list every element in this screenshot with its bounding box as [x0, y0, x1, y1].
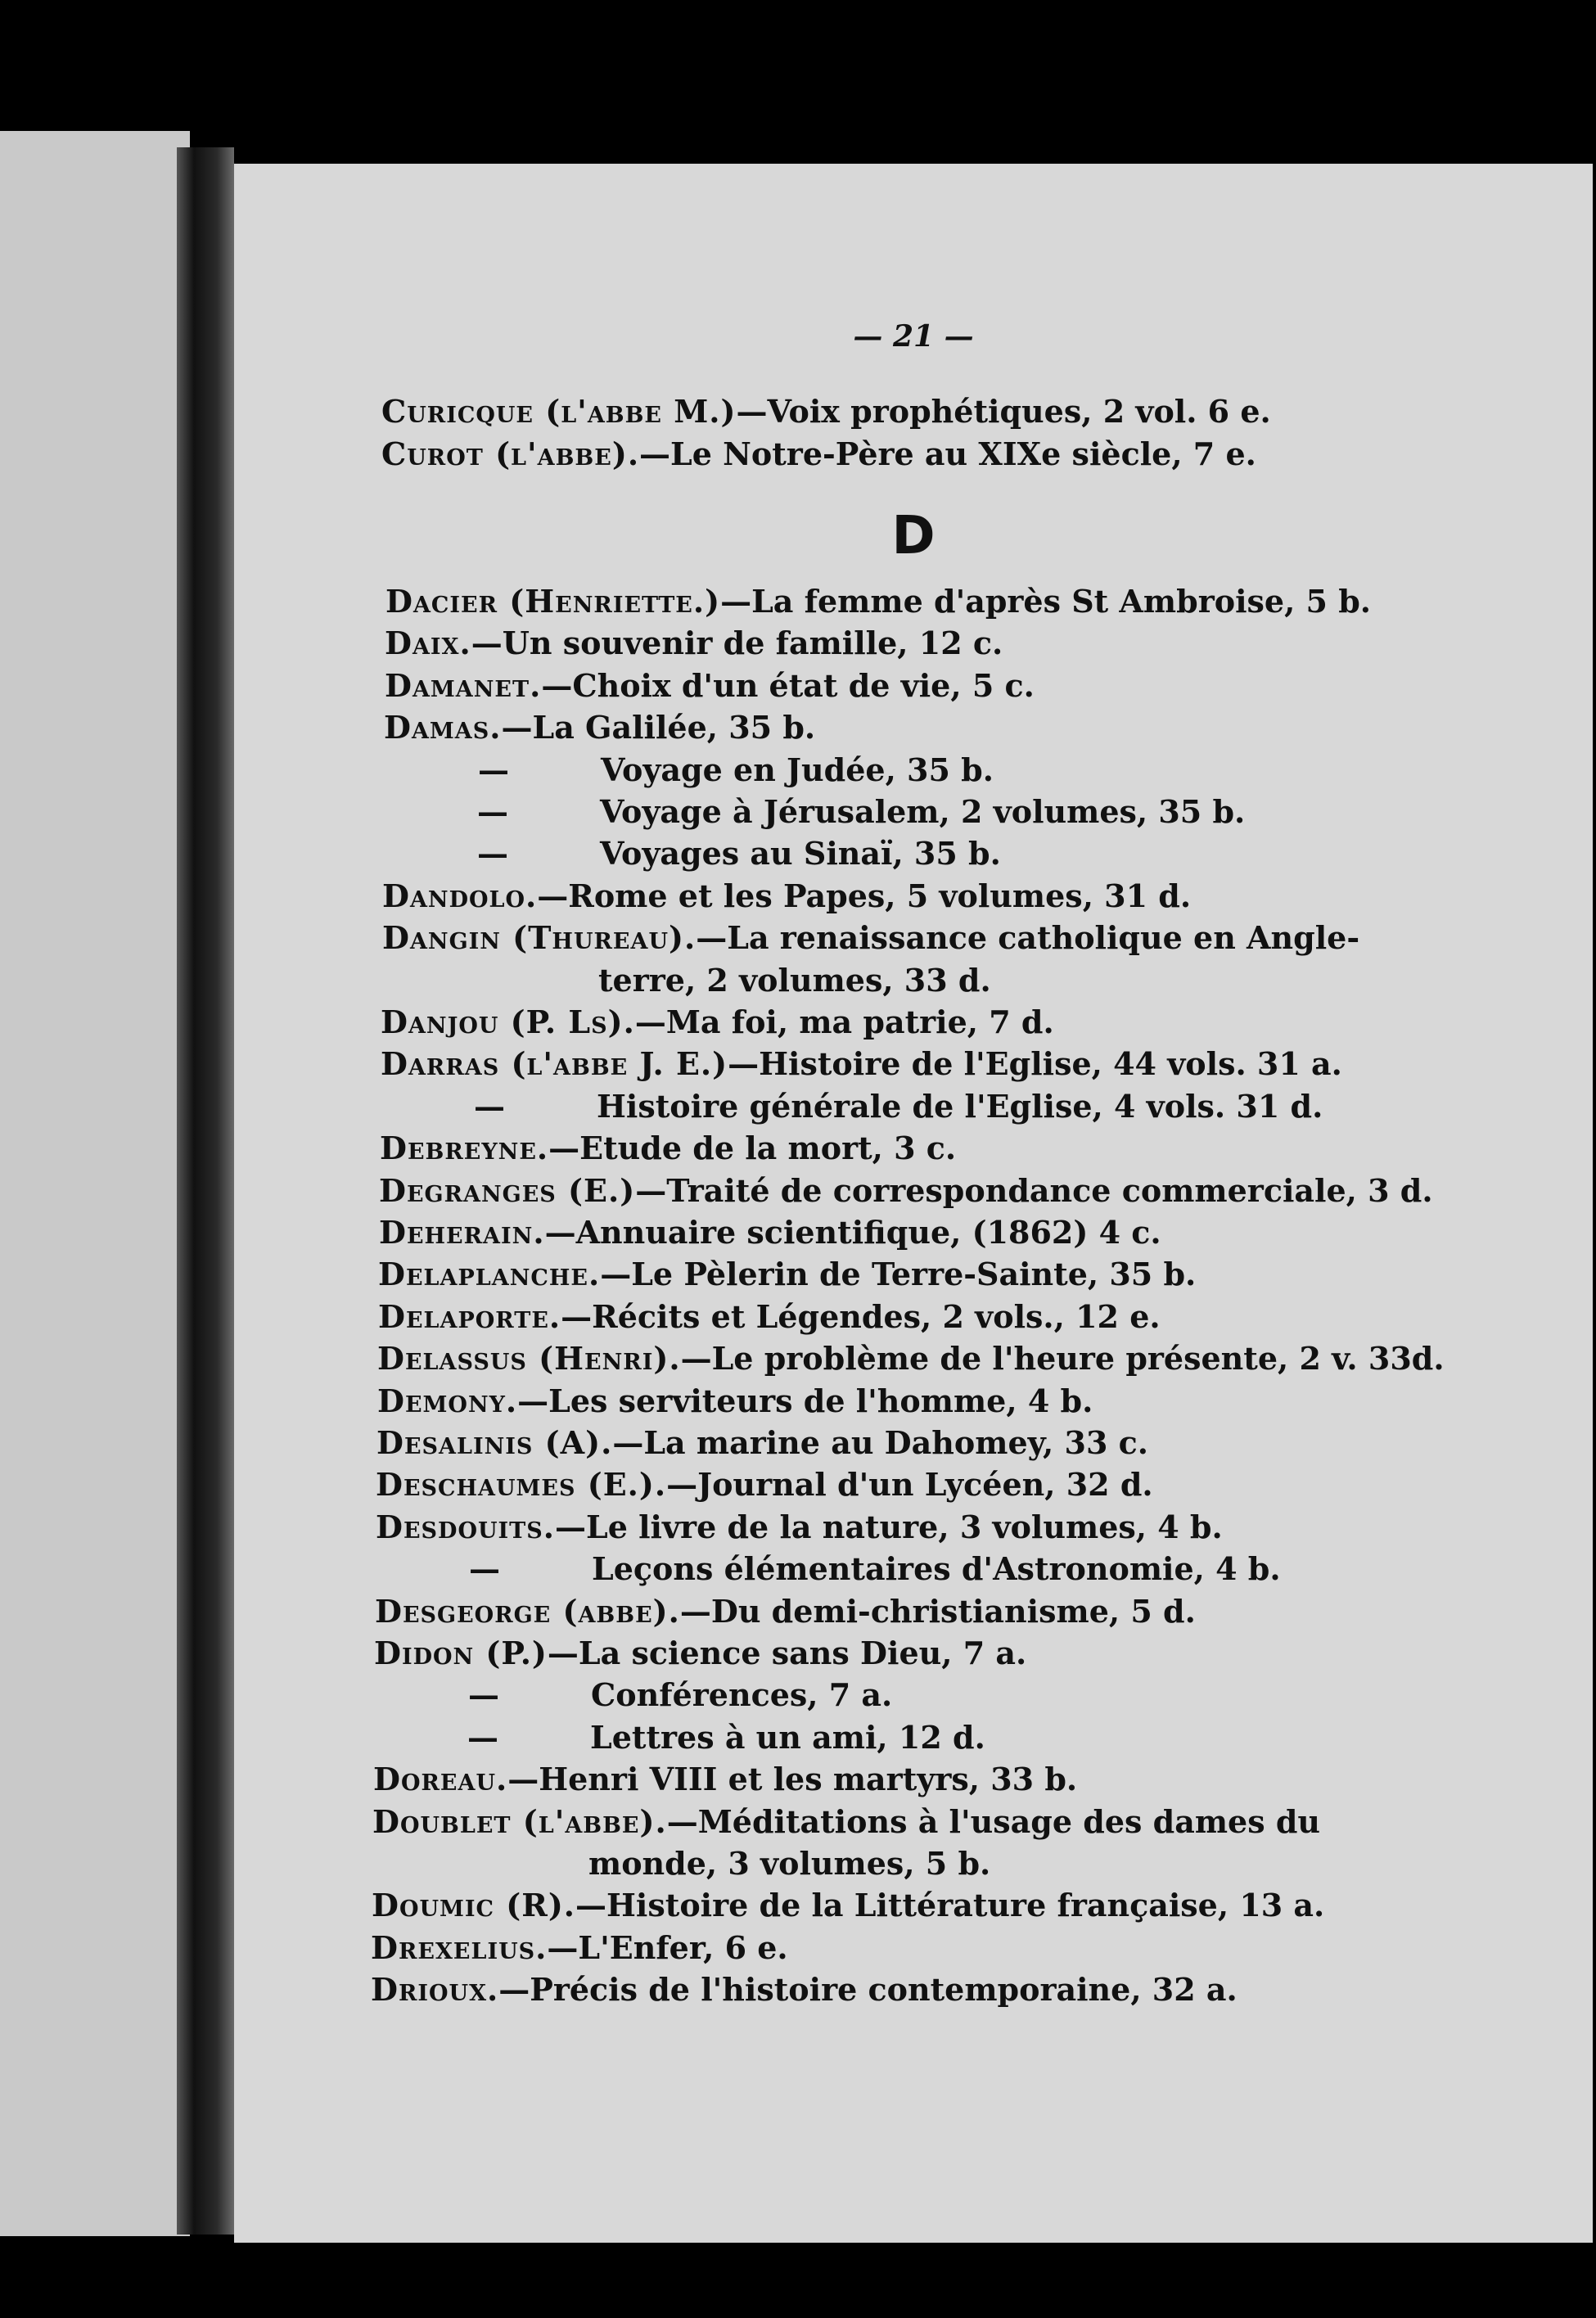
entry-title: —La marine au Dahomey, 33 c. [612, 1424, 1148, 1461]
entry-title: —Henri VIII et les martyrs, 33 b. [507, 1761, 1078, 1797]
entry-title: —Précis de l'histoire contemporaine, 32 a. [498, 1971, 1238, 2008]
catalog-entry [478, 751, 994, 788]
catalog-entry [376, 1424, 1148, 1461]
entry-title: —Rome et les Papes, 5 volumes, 31 d. [537, 877, 1192, 914]
entry-author: Debreyne. [380, 1130, 549, 1166]
catalog-entry [468, 1676, 892, 1713]
entry-title: —La Galilée, 35 b. [501, 709, 816, 746]
ditto-dash: — [474, 1088, 505, 1125]
entry-title: —Histoire de l'Eglise, 44 vols. 31 a. [728, 1045, 1342, 1082]
catalog-entry [381, 1003, 1054, 1040]
catalog-entry [381, 393, 1271, 430]
entry-author: Dandolo. [382, 877, 538, 914]
catalog-entry [373, 1761, 1077, 1797]
catalog-entry [372, 1887, 1324, 1923]
catalog-entry [477, 793, 1245, 830]
entry-title: —La renaissance catholique en Angle- [696, 919, 1360, 956]
entry-author: Demony. [377, 1382, 518, 1419]
catalog-entry [381, 435, 1256, 472]
catalog-entry [381, 1045, 1342, 1082]
catalog-entry [371, 1929, 788, 1966]
catalog-entry [477, 835, 1001, 872]
catalog-entry [385, 583, 1371, 620]
catalog-entry [375, 1593, 1196, 1630]
entry-title: Leçons élémentaires d'Astronomie, 4 b. [592, 1550, 1281, 1587]
entry-title: Voyage à Jérusalem, 2 volumes, 35 b. [600, 793, 1246, 830]
entry-title: —La femme d'après St Ambroise, 5 b. [720, 583, 1371, 620]
ditto-dash: — [478, 751, 509, 788]
catalog-entry [372, 1803, 1320, 1840]
catalog-entry [374, 1635, 1026, 1671]
catalog-entry [384, 709, 815, 746]
left-page-edge [0, 131, 190, 2236]
catalog-entry [378, 1256, 1196, 1292]
entry-author: Drioux. [371, 1971, 499, 2008]
entry-author: Daix. [385, 625, 471, 661]
entry-author: Desalinis (A). [376, 1424, 613, 1461]
entry-author: Danjou (P. Ls). [381, 1003, 635, 1040]
catalog-entry [382, 877, 1191, 914]
catalog-entry [588, 1845, 990, 1882]
entry-author: Delaplanche. [378, 1256, 601, 1292]
section-letter: D [891, 506, 936, 566]
entry-author: Degranges (E.) [379, 1172, 636, 1209]
catalog-page [234, 164, 1593, 2243]
catalog-entry [378, 1298, 1161, 1335]
entry-title: —Méditations à l'usage des dames du [666, 1803, 1321, 1840]
entry-title: —Le problème de l'heure présente, 2 v. 33d. [680, 1340, 1445, 1377]
entry-author: Delaporte. [378, 1298, 561, 1335]
catalog-entry [379, 1214, 1161, 1251]
entry-author: Curicque (l'abbe M.) [381, 393, 737, 430]
book-spine [177, 147, 234, 2235]
entry-title: —Journal d'un Lycéen, 32 d. [666, 1466, 1153, 1503]
entry-author: Desdouits. [376, 1509, 555, 1545]
catalog-entry [385, 625, 1003, 661]
entry-title: —Le Notre-Père au XIXe siècle, 7 e. [639, 435, 1256, 472]
catalog-entry [380, 1130, 956, 1166]
entry-author: Drexelius. [371, 1929, 548, 1966]
entry-title: —Annuaire scientifique, (1862) 4 c. [544, 1214, 1161, 1251]
entry-title: Histoire générale de l'Eglise, 4 vols. 31 d. [597, 1088, 1323, 1125]
ditto-dash: — [477, 835, 508, 872]
catalog-entry [376, 1466, 1153, 1503]
entry-title: —Etude de la mort, 3 c. [548, 1130, 957, 1166]
catalog-entry [469, 1550, 1281, 1587]
catalog-entry [371, 1971, 1238, 2008]
catalog-entry [467, 1719, 985, 1756]
entry-author: Darras (l'abbe J. E.) [381, 1045, 728, 1082]
entry-author: Doumic (R). [372, 1887, 576, 1923]
catalog-entry [385, 667, 1035, 704]
entry-title: —Du demi-christianisme, 5 d. [679, 1593, 1196, 1630]
ditto-dash: — [467, 1719, 498, 1756]
page-number: — 21 — [853, 319, 974, 354]
entry-author: Didon (P.) [374, 1635, 548, 1671]
catalog-entry [379, 1172, 1433, 1209]
catalog-entry [377, 1382, 1093, 1419]
ditto-dash: — [468, 1676, 499, 1713]
entry-title: Voyage en Judée, 35 b. [601, 751, 994, 788]
catalog-entry [376, 1509, 1223, 1545]
entry-title: —Ma foi, ma patrie, 7 d. [634, 1003, 1054, 1040]
entry-author: Delassus (Henri). [377, 1340, 681, 1377]
entry-title: —Le livre de la nature, 3 volumes, 4 b. [554, 1509, 1223, 1545]
entry-author: Dacier (Henriette.) [385, 583, 721, 620]
entry-author: Doublet (l'abbe). [372, 1803, 667, 1840]
entry-title: —L'Enfer, 6 e. [547, 1929, 788, 1966]
entry-title: —Récits et Légendes, 2 vols., 12 e. [561, 1298, 1161, 1335]
entry-author: Deschaumes (E.). [376, 1466, 667, 1503]
ditto-dash: — [477, 793, 508, 830]
entry-author: Damanet. [385, 667, 542, 704]
entry-title: —Histoire de la Littérature française, 13 a. [575, 1887, 1325, 1923]
entry-title: —Traité de correspondance commerciale, 3 d. [635, 1172, 1433, 1209]
entry-title: —La science sans Dieu, 7 a. [547, 1635, 1027, 1671]
catalog-entry [382, 919, 1359, 956]
entry-author: Desgeorge (abbe). [375, 1593, 680, 1630]
entry-title: Voyages au Sinaï, 35 b. [600, 835, 1001, 872]
entry-author: Dangin (Thureau). [382, 919, 697, 956]
entry-author: Damas. [384, 709, 502, 746]
entry-author: Deherain. [379, 1214, 545, 1251]
catalog-entry [598, 962, 991, 999]
entry-title: Lettres à un ami, 12 d. [590, 1719, 985, 1756]
entry-continuation: monde, 3 volumes, 5 b. [588, 1845, 991, 1882]
entry-continuation: terre, 2 volumes, 33 d. [598, 962, 991, 999]
entry-title: —Le Pèlerin de Terre-Sainte, 35 b. [600, 1256, 1197, 1292]
entry-author: Curot (l'abbe). [381, 435, 640, 472]
entry-title: Conférences, 7 a. [591, 1676, 893, 1713]
entry-title: —Choix d'un état de vie, 5 c. [541, 667, 1035, 704]
entry-title: —Les serviteurs de l'homme, 4 b. [517, 1382, 1093, 1419]
entry-author: Doreau. [373, 1761, 508, 1797]
ditto-dash: — [469, 1550, 500, 1587]
catalog-entry [377, 1340, 1445, 1377]
catalog-entry [474, 1088, 1323, 1125]
entry-title: —Voix prophétiques, 2 vol. 6 e. [736, 393, 1271, 430]
entry-title: —Un souvenir de famille, 12 c. [471, 625, 1003, 661]
